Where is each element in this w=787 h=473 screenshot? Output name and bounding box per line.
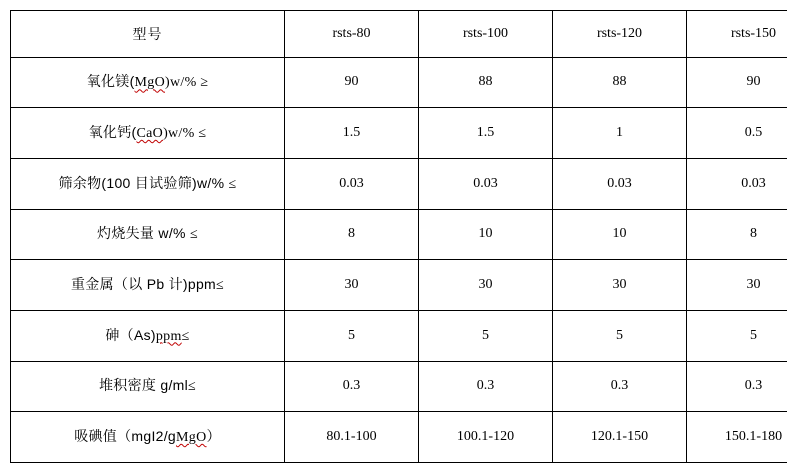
column-header-rsts-120: rsts-120: [553, 11, 687, 58]
cell-value: 0.3: [419, 361, 553, 412]
column-header-rsts-150: rsts-150: [687, 11, 787, 58]
cell-value: 80.1-100: [285, 412, 419, 463]
cell-value: 0.3: [553, 361, 687, 412]
cell-value: 88: [419, 57, 553, 108]
cell-value: 10: [419, 209, 553, 260]
label-part-pre: 砷（As): [105, 326, 156, 343]
label-part-mark: MgO: [134, 75, 166, 91]
label-part-post: ≤: [228, 176, 237, 192]
label-part-mark: CaO: [136, 126, 164, 142]
label-part-post: ≤: [189, 227, 198, 243]
cell-value: 30: [419, 260, 553, 311]
cell-value: 5: [419, 310, 553, 361]
row-label-arsenic: [11, 310, 285, 361]
row-label-heavy-metals: [11, 260, 285, 311]
cell-value: 30: [687, 260, 787, 311]
column-header-rsts-80: rsts-80: [285, 11, 419, 58]
label-part-post: )w/% ≥: [165, 75, 209, 91]
label-part-pre: 吸碘值（mgI2/g: [74, 428, 177, 445]
table-row: [11, 57, 787, 108]
label-part-post: )w/% ≤: [163, 126, 207, 142]
cell-value: 88: [553, 57, 687, 108]
cell-value: 30: [285, 260, 419, 311]
label-part-pre: 氧化镁(: [86, 73, 135, 90]
cell-value: 100.1-120: [419, 412, 553, 463]
cell-value: 0.03: [687, 158, 787, 209]
table-row: [11, 158, 787, 209]
label-part-post: ≤: [181, 328, 190, 344]
row-label-iodine-value: [11, 412, 285, 463]
cell-value: 150.1-180: [687, 412, 787, 463]
specification-table: [10, 10, 787, 463]
cell-value: 0.03: [419, 158, 553, 209]
cell-value: 1.5: [419, 108, 553, 159]
cell-value: 8: [285, 209, 419, 260]
column-header-rsts-100: rsts-100: [419, 11, 553, 58]
cell-value: 10: [553, 209, 687, 260]
row-label-mgo: [11, 57, 285, 108]
cell-value: 120.1-150: [553, 412, 687, 463]
cell-value: 8: [687, 209, 787, 260]
cell-value: 1: [553, 108, 687, 159]
cell-value: 5: [687, 310, 787, 361]
cell-value: 0.03: [285, 158, 419, 209]
label-part-mark: ppm: [155, 328, 182, 344]
label-part-pre: 筛余物(100 目试验筛)w/%: [58, 174, 229, 191]
table-row: [11, 412, 787, 463]
cell-value: 90: [285, 57, 419, 108]
cell-value: 0.3: [285, 361, 419, 412]
cell-value: 0.03: [553, 158, 687, 209]
table-row: [11, 260, 787, 311]
cell-value: 90: [687, 57, 787, 108]
cell-value: 1.5: [285, 108, 419, 159]
row-label-sieve-residue: [11, 158, 285, 209]
label-part-post: ）: [206, 428, 221, 445]
label-part-mark: MgO: [176, 430, 207, 446]
table-header-row: [11, 11, 787, 58]
table-row: [11, 361, 787, 412]
table-row: [11, 209, 787, 260]
label-part-pre: 灼烧失量 w/%: [97, 225, 190, 242]
label-part-pre: 氧化钙(: [88, 124, 137, 141]
cell-value: 5: [553, 310, 687, 361]
label-part-pre: 重金属（以 Pb 计)ppm: [71, 276, 216, 292]
row-label-loss-on-ignition: [11, 209, 285, 260]
table-row: [11, 108, 787, 159]
label-part-post: ≤: [188, 379, 197, 395]
cell-value: 0.3: [687, 361, 787, 412]
cell-value: 30: [553, 260, 687, 311]
row-label-cao: [11, 108, 285, 159]
table-row: [11, 310, 787, 361]
label-part-post: ≤: [216, 278, 224, 293]
label-part-pre: 堆积密度 g/ml: [98, 377, 189, 394]
column-header-model: 型号: [11, 11, 285, 58]
row-label-bulk-density: [11, 361, 285, 412]
cell-value: 5: [285, 310, 419, 361]
cell-value: 0.5: [687, 108, 787, 159]
